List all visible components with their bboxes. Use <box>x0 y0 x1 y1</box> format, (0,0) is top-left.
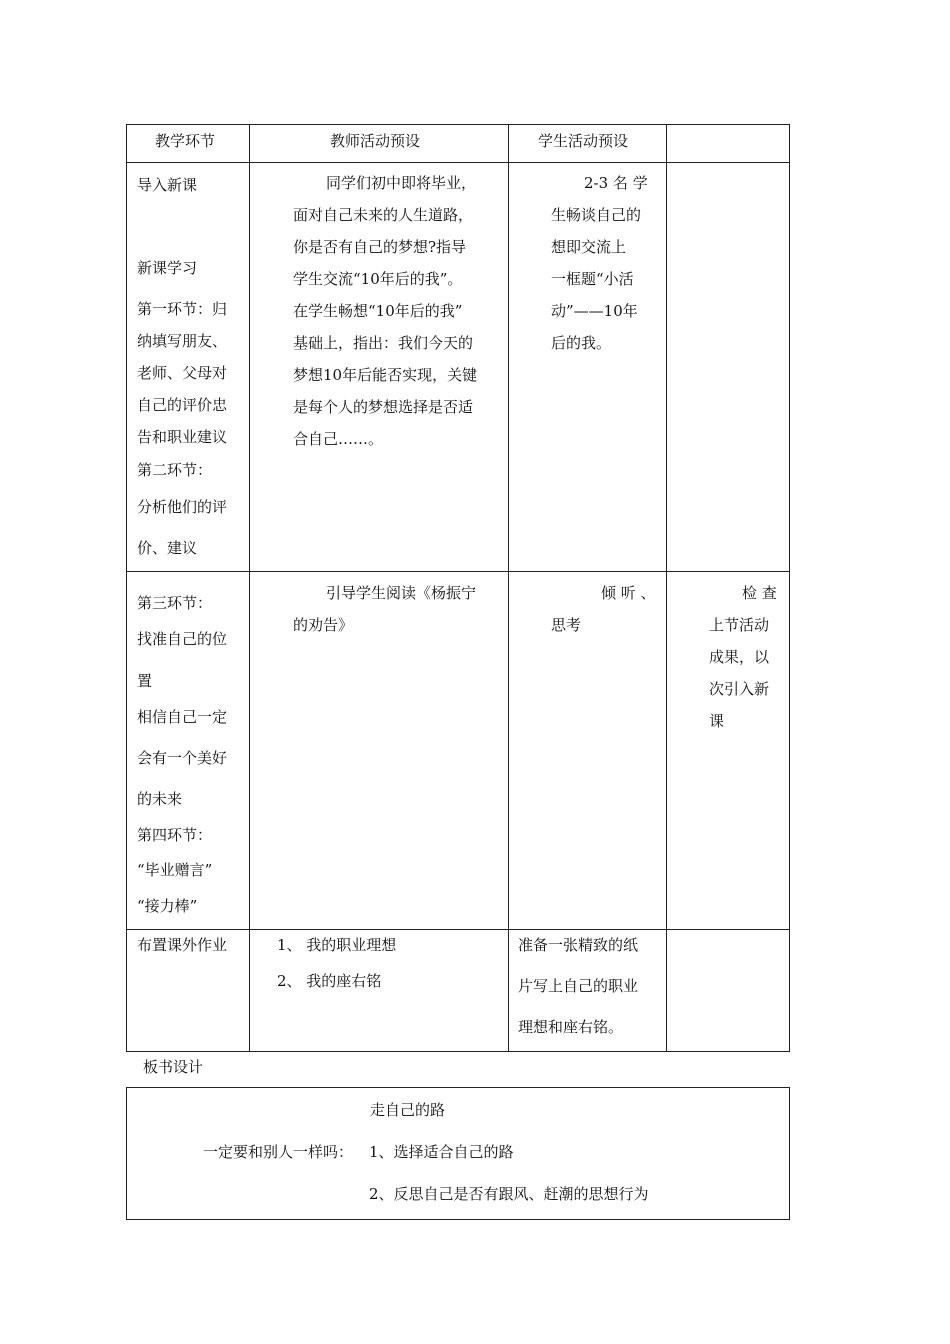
board-question: 一定要和别人一样吗： <box>203 1143 354 1161</box>
text-line: 2-3 名 学 <box>584 174 648 192</box>
board-point-2: 2、反思自己是否有跟风、赶潮的思想行为 <box>369 1185 649 1203</box>
text-line: 面对自己未来的人生道路， <box>293 206 474 224</box>
text-line: 在学生畅想“10年后的我” <box>293 302 463 320</box>
text-line: 倾 听 、 <box>601 584 656 602</box>
text-line: 自己的评价忠 <box>137 396 228 414</box>
text-line: 第二环节： <box>137 461 213 479</box>
table-border-bottom <box>126 1051 790 1052</box>
text-line: 是每个人的梦想选择是否适 <box>293 398 474 416</box>
text-line: 新课学习 <box>137 259 198 277</box>
text-line: 想即交流上 <box>551 238 627 256</box>
text-line: 找准自己的位 <box>137 630 228 648</box>
text-line: 思考 <box>551 616 582 634</box>
text-line: 第四环节： <box>137 826 213 844</box>
text-line: “毕业赠言” <box>137 861 213 879</box>
board-title: 走自己的路 <box>370 1101 446 1119</box>
text-line: 价、建议 <box>137 539 198 557</box>
board-heading: 板书设计 <box>143 1058 204 1076</box>
text-line: 导入新课 <box>137 176 198 194</box>
text-line: 置 <box>137 672 153 690</box>
text-line: 上节活动 <box>709 616 770 634</box>
text-line: 一框题“小活 <box>551 270 634 288</box>
text-line: 你是否有自己的梦想?指导 <box>293 238 467 256</box>
header-student: 学生活动预设 <box>538 132 629 150</box>
text-line: 成果，以 <box>709 648 770 666</box>
board-point-1: 1、选择适合自己的路 <box>369 1143 514 1161</box>
text-line: 梦想10年后能否实现，关键 <box>293 366 478 384</box>
text-line: 检 查 <box>742 584 777 602</box>
text-line: 1、 我的职业理想 <box>277 936 397 954</box>
text-line: 课 <box>709 712 725 730</box>
text-line: “接力棒” <box>137 897 198 915</box>
header-teacher: 教师活动预设 <box>330 132 421 150</box>
text-line: 生畅谈自己的 <box>551 206 642 224</box>
table-border-left <box>126 124 127 1052</box>
text-line: 第三环节： <box>137 594 213 612</box>
text-line: 2、 我的座右铭 <box>277 972 382 990</box>
table-rule <box>126 929 790 930</box>
text-line: 相信自己一定 <box>137 708 228 726</box>
table-col-divider <box>249 124 250 1052</box>
text-line: 的未来 <box>137 790 183 808</box>
text-line: 片写上自己的职业 <box>518 977 639 995</box>
table-rule <box>126 571 790 572</box>
text-line: 分析他们的评 <box>137 498 228 516</box>
text-line: 后的我。 <box>551 334 612 352</box>
text-line: 学生交流“10年后的我”。 <box>293 270 463 288</box>
text-line: 基础上，指出：我们今天的 <box>293 334 474 352</box>
header-stage: 教学环节 <box>155 132 216 150</box>
text-line: 会有一个美好 <box>137 749 228 767</box>
text-line: 引导学生阅读《杨振宁 <box>326 584 477 602</box>
text-line: 的劝告》 <box>293 616 354 634</box>
text-line: 合自己……。 <box>293 430 384 448</box>
text-line: 准备一张精致的纸 <box>518 936 639 954</box>
text-line: 同学们初中即将毕业， <box>326 174 477 192</box>
text-line: 老师、父母对 <box>137 364 228 382</box>
text-line: 纳填写朋友、 <box>137 332 228 350</box>
table-border-right <box>789 124 790 1052</box>
table-col-divider <box>666 124 667 1052</box>
text-line: 告和职业建议 <box>137 428 228 446</box>
text-line: 次引入新 <box>709 680 770 698</box>
table-rule <box>126 162 790 163</box>
text-line: 理想和座右铭。 <box>518 1018 624 1036</box>
board-design-box <box>126 1087 790 1220</box>
row3-stage: 布置课外作业 <box>137 936 228 954</box>
text-line: 动”——10年 <box>551 302 638 320</box>
table-border-top <box>126 124 790 125</box>
text-line: 第一环节：归 <box>137 300 228 318</box>
table-col-divider <box>508 124 509 1052</box>
